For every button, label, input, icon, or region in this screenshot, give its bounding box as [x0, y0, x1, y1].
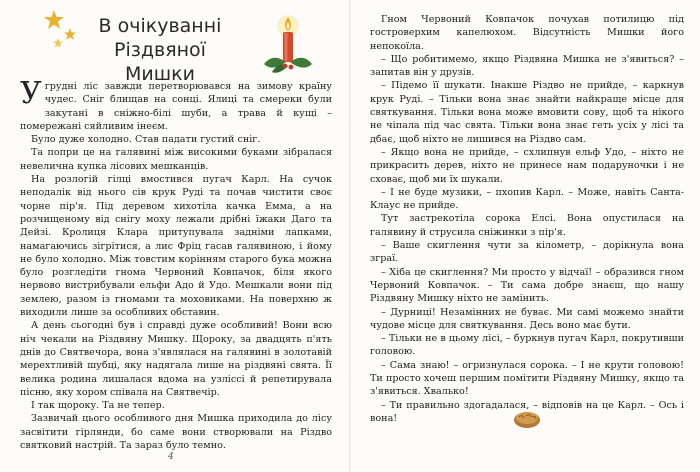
candle-illustration: [258, 14, 318, 76]
star-icon: [53, 38, 63, 48]
paragraph: І так щороку. Та не тепер.: [31, 400, 165, 412]
paragraph: – Дурниці! Незамінних не буває. Ми самі можемо знайти чудове місце для святкування. Десь воно має бути.: [370, 306, 684, 331]
paragraph: [20, 76, 332, 133]
paragraph: Гном Червоний Ковпачок почухав потилицю під гостроверхим капелюхом. Відсутність Мишки його непокоїла.: [370, 14, 684, 52]
paragraph: – І не буде музики, – пхопив Карл. – Може, навіть Санта-Клаус не прийде.: [370, 186, 684, 212]
page-title: [80, 14, 240, 86]
paragraph: Тут застрекотіла сорока Елсі. Вона опустилася на галявину й струсила сніжинки з пір'я.: [370, 213, 684, 238]
paragraph: Та попри це на галявині між високими буками зібралася невелична купка лісових мешканців.: [20, 147, 332, 172]
paragraph: – Підемо її шукати. Інакше Різдво не прийде, – каркнув крук Руді. – Тільки вона знає знайти найкраще місце для святкування. Тільки вона може вмовити сову, щоб та нікого не чіпала під час свята. Тільки вона знає геть усіх у лісі та дбає, щоб ніхто не лишився на Різдво сам.: [370, 80, 684, 145]
paragraph: На розлогій гілці вмостився пугач Карл. На сучок неподалік від нього сів крук Руді та почав чистити своє чорне пір'я. Під деревом хихотіла качка Емма, а на розчищеному від снігу моху лежали дрібні їжаки Даго та Дейзі. Кролиця Клара притупувала задніми лапками, намагаючись зігрітися, а лис Фріц гасав галявиною, і йому не було холодно. Між товстим корінням старого бука можна було розгледіти гнома Червоний Ковпачок, біля якого нервово вистрибували ельфи Адо й Удо. Мешкали вони під землею, разом із гномами та моховиками. На поверхню ж виходили лише за особливих обставин.: [20, 174, 332, 319]
bread-roll-icon: [512, 408, 542, 430]
paragraph: – Ти правильно здогадалася, – відповів на це Карл. – Ось і вона!: [370, 399, 684, 424]
left-body-text: [20, 76, 332, 452]
drop-cap: У: [20, 76, 42, 111]
star-icon: [44, 10, 64, 29]
right-body-text: [370, 13, 684, 425]
candle-icon: [277, 15, 299, 62]
paragraph: А день сьогодні був і справді дуже особливий! Вони всю ніч чекали на Різдвяну Мишку. Щороку, за двадцять п'ять днів до Святвечора, вона з'являлася на галявині в золотавій мерехтливій шубці, яку надягала лише на різдвяні свята. Її велика родина лишалася вдома на узліссі й репетирувала пісню, яку хором співала на Святвечір.: [20, 320, 332, 398]
star-icon: [64, 28, 76, 40]
paragraph: – Сама знаю! – огризнулася сорока. – І не крути головою! Ти просто хочеш першим помітити Різдвяну Мишку, якщо та з'явиться. Хвалько!: [370, 359, 684, 398]
right-page: [350, 0, 700, 472]
paragraph: Було дуже холодно. Став падати густий сніг.: [31, 134, 261, 146]
paragraph: – Ваше скиглення чути за кілометр, – дорікнула вона зграї.: [370, 240, 684, 265]
page-number: 4: [168, 452, 174, 462]
paragraph: – Якщо вона не прийде, – схлипнув ельф Удо, – ніхто не прикрасить дерев, ніхто не принесе нам подаруночки і не сховає, щоб ми їх шукали.: [370, 146, 684, 185]
paragraph: – Хіба це скиглення? Ми просто у відчаї! – образився гном Червоний Ковпачок. – Ти сама добре знаєш, що нашу Різдвяну Мишку ніхто не замінить.: [370, 266, 684, 305]
stars-decoration: [40, 8, 80, 52]
paragraph: – Що робитимемо, якщо Різдвяна Мишка не з'явиться? – запитав він у друзів.: [370, 53, 684, 79]
paragraph: – Тільки не в цьому лісі, – буркнув пугач Карл, покрутивши головою.: [370, 333, 684, 358]
paragraph-text: грудні ліс завжди перетворювався на зимову країну чудес. Сніг блищав на сонці. Ялиці та смереки були закутані в сніжно-білі шуби, а трава й кущі – помережані сяйливим інеєм.: [20, 81, 332, 132]
title-line-1: В очікуванні: [98, 15, 222, 37]
paragraph: Зазвичай цього особливого дня Мишка приходила до лісу засвітити гірлянди, бо саме вони створювали на Різдво святковий настрій. Та зараз було темно.: [20, 413, 332, 452]
title-line-2: Різдвяної Мишки: [114, 39, 206, 85]
